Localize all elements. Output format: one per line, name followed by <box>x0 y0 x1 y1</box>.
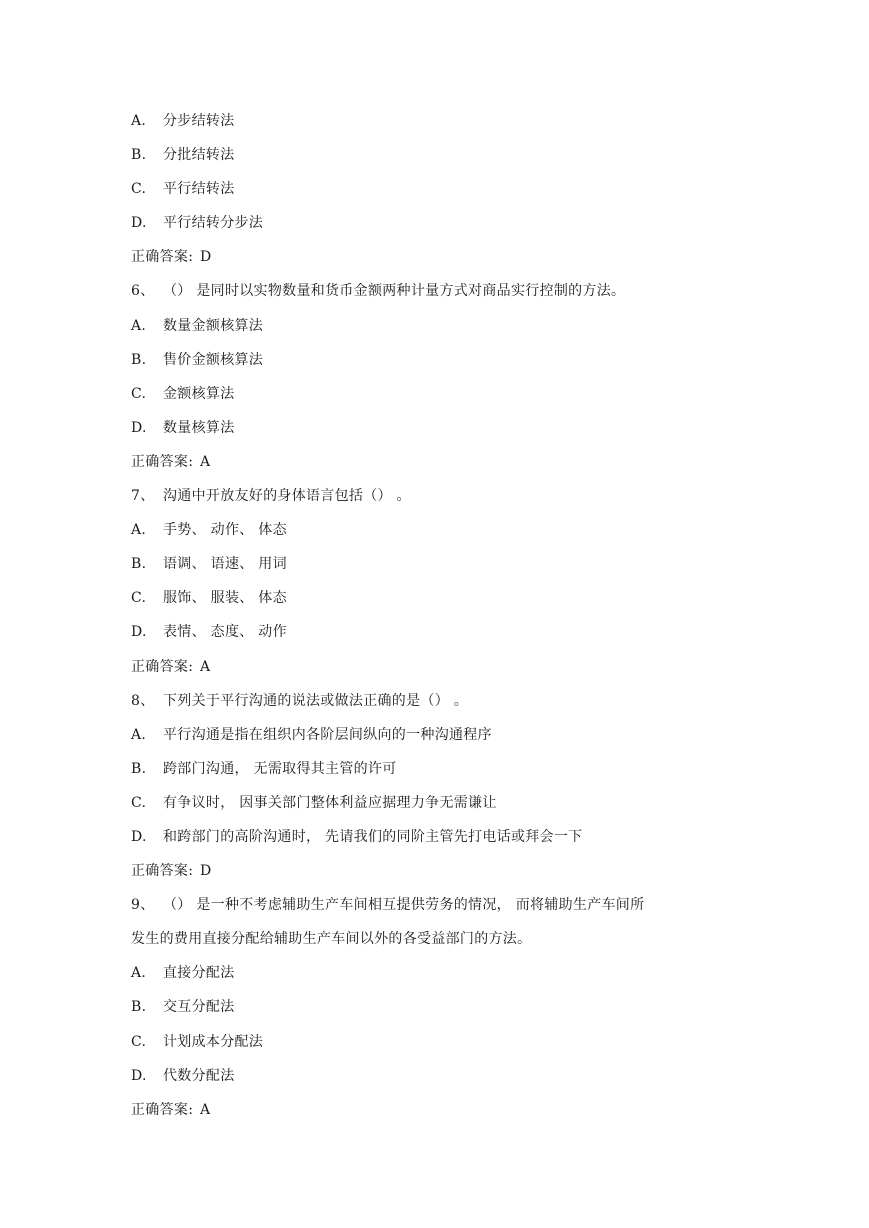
question-block-8 <box>131 684 751 889</box>
document-page <box>131 104 751 1127</box>
option-row <box>131 377 751 411</box>
question-number: 7、 <box>131 488 155 505</box>
option-row <box>131 547 751 581</box>
option-text: 服饰、 服装、 体态 <box>163 590 287 607</box>
option-row <box>131 615 751 649</box>
option-text: 表情、 态度、 动作 <box>163 624 287 641</box>
option-row <box>131 752 751 786</box>
answer-label: 正确答案: <box>131 658 194 675</box>
answer-value: D <box>199 249 212 266</box>
option-letter: D. <box>131 1067 147 1084</box>
question-block-7 <box>131 479 751 684</box>
option-row <box>131 138 751 172</box>
option-text: 分批结转法 <box>163 147 235 164</box>
option-letter: A. <box>131 965 147 982</box>
option-text: 交互分配法 <box>163 999 235 1016</box>
answer-value: A <box>199 1101 211 1118</box>
option-letter: A. <box>131 522 147 539</box>
option-text: 计划成本分配法 <box>163 1033 264 1050</box>
option-letter: B. <box>131 760 147 777</box>
option-text: 金额核算法 <box>163 385 235 402</box>
option-text: 数量金额核算法 <box>163 317 264 334</box>
answer-row <box>131 854 751 888</box>
option-letter: C. <box>131 1033 147 1050</box>
option-text: 和跨部门的高阶沟通时， 先请我们的同阶主管先打电话或拜会一下 <box>163 828 583 845</box>
answer-label: 正确答案: <box>131 1101 194 1118</box>
option-letter: B. <box>131 351 147 368</box>
option-letter: D. <box>131 624 147 641</box>
question-text <box>131 684 751 718</box>
option-text: 手势、 动作、 体态 <box>163 522 287 539</box>
answer-value: A <box>199 453 211 470</box>
option-row <box>131 956 751 990</box>
option-letter: C. <box>131 181 147 198</box>
answer-value: A <box>199 658 211 675</box>
question-number: 6、 <box>131 283 155 300</box>
option-row <box>131 786 751 820</box>
option-row <box>131 1059 751 1093</box>
option-text: 代数分配法 <box>163 1067 235 1084</box>
answer-row <box>131 445 751 479</box>
option-row <box>131 990 751 1024</box>
question-text <box>131 479 751 513</box>
question-line: 发生的费用直接分配给辅助生产车间以外的各受益部门的方法。 <box>131 931 532 948</box>
option-letter: D. <box>131 215 147 232</box>
answer-value: D <box>199 863 212 880</box>
option-row <box>131 104 751 138</box>
option-text: 跨部门沟通， 无需取得其主管的许可 <box>163 760 397 777</box>
question-line: 沟通中开放友好的身体语言包括（） 。 <box>163 488 411 505</box>
option-text: 分步结转法 <box>163 113 235 129</box>
option-letter: C. <box>131 385 147 402</box>
question-block-prev <box>131 104 751 274</box>
question-text <box>131 274 751 308</box>
option-letter: D. <box>131 828 147 845</box>
option-text: 直接分配法 <box>163 965 235 982</box>
option-letter: B. <box>131 147 147 164</box>
option-row <box>131 206 751 240</box>
question-line: （） 是同时以实物数量和货币金额两种计量方式对商品实行控制的方法。 <box>163 283 626 300</box>
option-text: 语调、 语速、 用词 <box>163 556 287 573</box>
option-letter: C. <box>131 590 147 607</box>
option-text: 平行结转法 <box>163 181 235 198</box>
option-letter: A. <box>131 317 147 334</box>
question-number: 9、 <box>131 897 155 914</box>
option-row <box>131 172 751 206</box>
option-text: 平行沟通是指在组织内各阶层间纵向的一种沟通程序 <box>163 726 492 743</box>
question-text <box>131 888 751 922</box>
question-number: 8、 <box>131 692 155 709</box>
option-row <box>131 820 751 854</box>
option-row <box>131 1025 751 1059</box>
option-row <box>131 411 751 445</box>
option-text: 售价金额核算法 <box>163 351 264 368</box>
option-letter: A. <box>131 726 147 743</box>
option-letter: A. <box>131 113 147 129</box>
question-block-6 <box>131 274 751 479</box>
answer-row <box>131 650 751 684</box>
question-line: （） 是一种不考虑辅助生产车间相互提供劳务的情况， 而将辅助生产车间所 <box>163 897 645 914</box>
answer-label: 正确答案: <box>131 453 194 470</box>
question-text-continued <box>131 922 751 956</box>
option-text: 平行结转分步法 <box>163 215 264 232</box>
answer-row <box>131 1093 751 1127</box>
option-row <box>131 581 751 615</box>
question-block-9 <box>131 888 751 1127</box>
option-text: 数量核算法 <box>163 419 235 436</box>
question-line: 下列关于平行沟通的说法或做法正确的是（） 。 <box>163 692 469 709</box>
option-letter: B. <box>131 999 147 1016</box>
option-letter: B. <box>131 556 147 573</box>
answer-row <box>131 240 751 274</box>
option-letter: D. <box>131 419 147 436</box>
answer-label: 正确答案: <box>131 249 194 266</box>
option-row <box>131 343 751 377</box>
option-text: 有争议时， 因事关部门整体利益应据理力争无需谦让 <box>163 794 497 811</box>
answer-label: 正确答案: <box>131 863 194 880</box>
option-row <box>131 718 751 752</box>
option-row <box>131 513 751 547</box>
option-letter: C. <box>131 794 147 811</box>
option-row <box>131 309 751 343</box>
